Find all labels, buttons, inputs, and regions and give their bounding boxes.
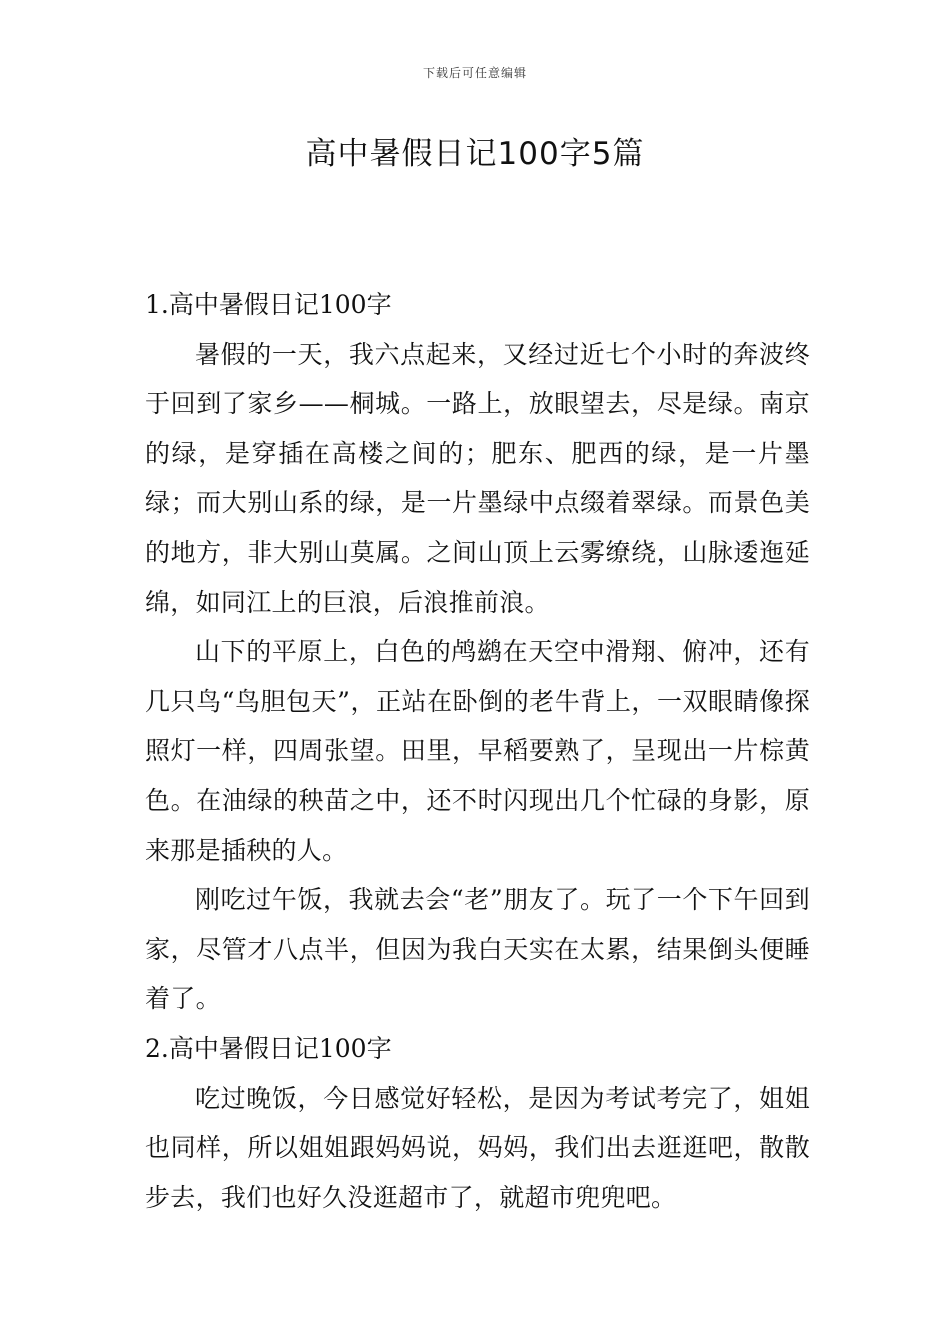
section-heading: 1.高中暑假日记100字: [145, 290, 392, 319]
paragraph: 刚吃过午饭，我就去会“老”朋友了。玩了一个下午回到家，尽管才八点半，但因为我白天实在太累，结果倒头便睡着了。: [145, 885, 810, 1014]
paragraph: 山下的平原上，白色的鸬鹚在天空中滑翔、俯冲，还有几只鸟“鸟胆包天”，正站在卧倒的老牛背上，一双眼睛像探照灯一样，四周张望。田里，早稻要熟了，呈现出一片棕黄色。在油绿的秧苗之中，还不时闪现出几个忙碌的身影，原来那是插秧的人。: [145, 637, 810, 865]
document-body: [145, 280, 810, 1222]
document-title: 高中暑假日记100字5篇: [305, 136, 645, 172]
paragraph: 暑假的一天，我六点起来，又经过近七个小时的奔波终于回到了家乡——桐城。一路上，放眼望去，尽是绿。南京的绿，是穿插在高楼之间的；肥东、肥西的绿，是一片墨绿；而大别山系的绿，是一片墨绿中点缀着翠绿。而景色美的地方，非大别山莫属。之间山顶上云雾缭绕，山脉逶迤延绵，如同江上的巨浪，后浪推前浪。: [145, 339, 810, 617]
section-2: [145, 1024, 810, 1222]
section-heading: 2.高中暑假日记100字: [145, 1033, 392, 1063]
section-1: [145, 280, 810, 1024]
header-note: 下载后可任意编辑: [422, 66, 527, 80]
paragraph: 吃过晚饭，今日感觉好轻松，是因为考试考完了，姐姐也同样，所以姐姐跟妈妈说，妈妈，我们出去逛逛吧，散散步去，我们也好久没逛超市了，就超市兜兜吧。: [145, 1083, 810, 1212]
